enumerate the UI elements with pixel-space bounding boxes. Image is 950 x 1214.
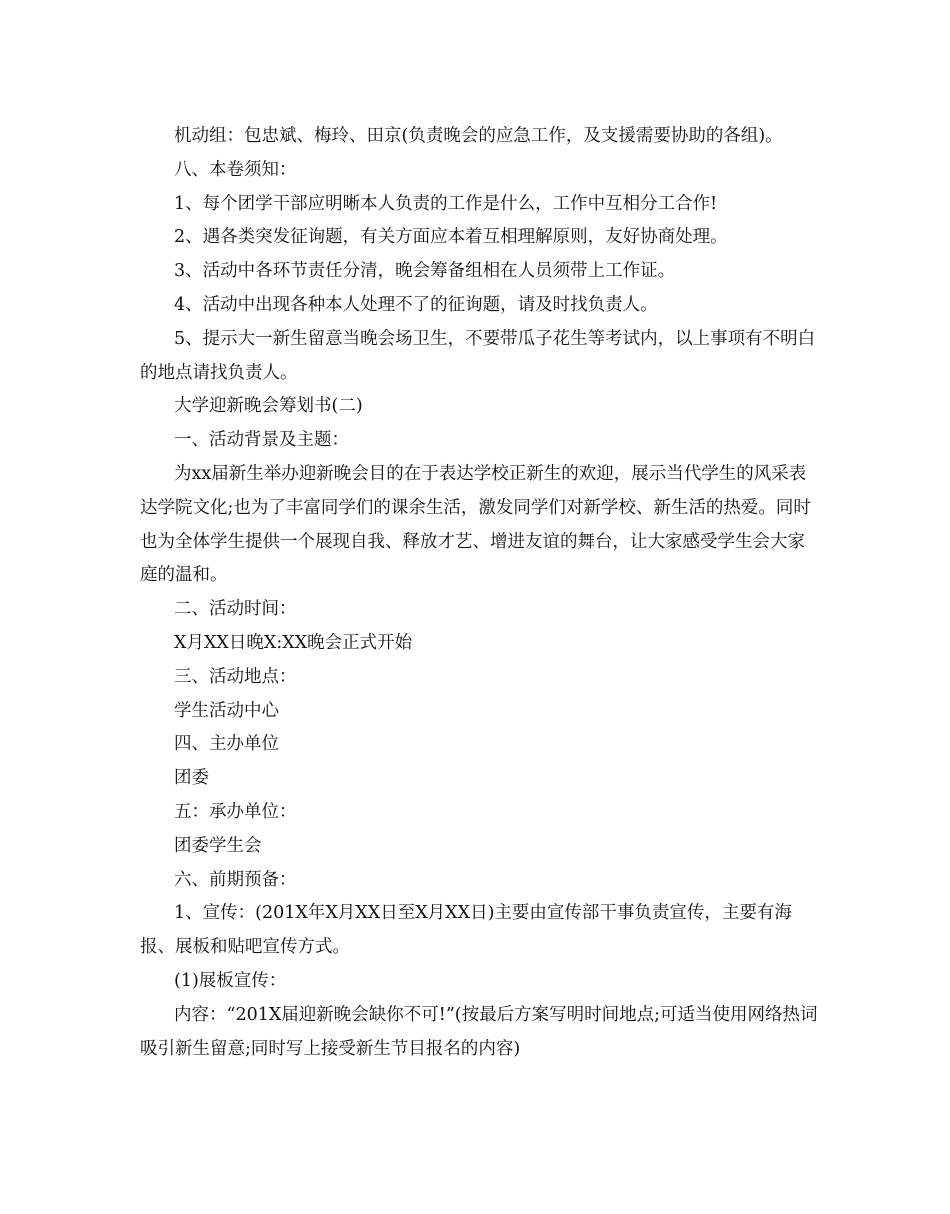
section-title-plan-two: 大学迎新晚会筹划书(二) — [174, 396, 363, 417]
notice-item-4: 4、活动中出现各种本人处理不了的征询题，请及时找负责人。 — [174, 294, 658, 315]
value-organizer: 团委 — [174, 768, 209, 789]
value-co-organizer: 团委学生会 — [174, 835, 262, 856]
heading-organizer: 四、主办单位 — [174, 734, 279, 755]
value-time: X月XX日晚X:XX晚会正式开始 — [174, 632, 413, 653]
document-body — [140, 120, 820, 1066]
paragraph-background: 为xx届新生举办迎新晚会目的在于表达学校正新生的欢迎，展示当代学生的风采表达学院文化;也为了丰富同学们的课余生活，激发同学们对新学校、新生活的热爱。同时也为全体学生提供一个展现自我、释放才艺、增进友谊的舞台，让大家感受学生会大家庭的温和。 — [140, 463, 811, 586]
notice-item-5: 5、提示大一新生留意当晚会场卫生，不要带瓜子花生等考试内，以上事项有不明白的地点请找负责人。 — [140, 328, 816, 383]
paragraph-publicity: 1、宣传：(201X年X月XX日至X月XX日)主要由宣传部干事负责宣传，主要有海报、展板和贴吧宣传方式。 — [140, 903, 792, 958]
paragraph-board-content: 内容：“201X届迎新晚会缺你不可!”(按最后方案写明时间地点;可适当使用网络热词吸引新生留意;同时写上接受新生节目报名的内容) — [140, 1004, 818, 1059]
heading-time: 二、活动时间： — [174, 599, 297, 620]
paragraph-mobile-team: 机动组：包忠斌、梅玲、田京(负责晚会的应急工作，及支援需要协助的各组)。 — [174, 126, 783, 146]
notice-item-3: 3、活动中各环节责任分清，晚会筹备组相在人员须带上工作证。 — [174, 261, 676, 282]
heading-location: 三、活动地点： — [174, 666, 297, 687]
value-location: 学生活动中心 — [174, 700, 279, 721]
heading-notice: 八、本卷须知： — [174, 159, 297, 180]
notice-item-2: 2、遇各类突发征询题，有关方面应本着互相理解原则，友好协商处理。 — [174, 227, 728, 248]
notice-item-1: 1、每个团学干部应明晰本人负责的工作是什么，工作中互相分工合作! — [174, 193, 718, 214]
heading-co-organizer: 五：承办单位： — [174, 801, 297, 822]
heading-background: 一、活动背景及主题： — [174, 430, 349, 451]
heading-board-publicity: (1)展板宣传： — [174, 970, 287, 991]
heading-preparation: 六、前期预备： — [174, 869, 297, 890]
